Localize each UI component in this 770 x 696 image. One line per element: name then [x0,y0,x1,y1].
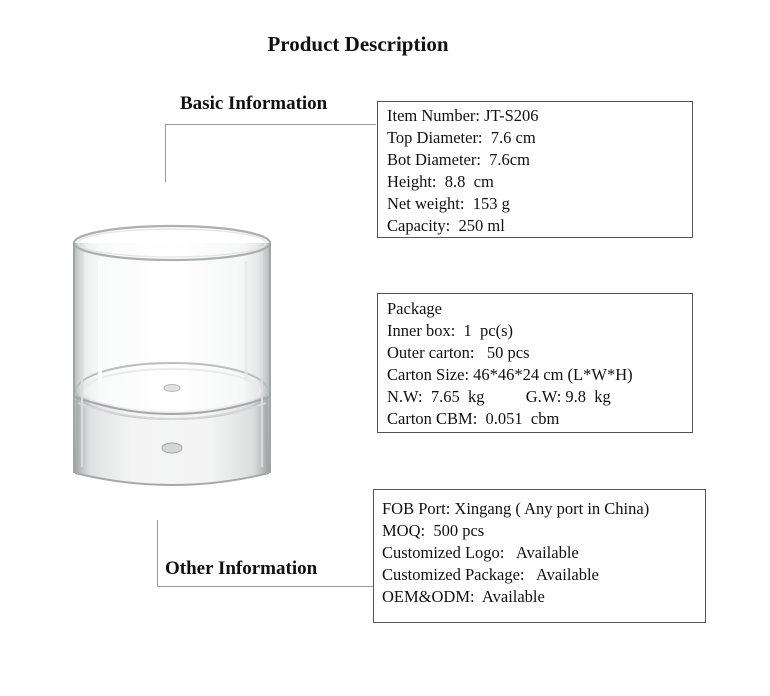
customized-logo-text: Customized Logo: Available [382,543,579,562]
capacity-text: Capacity: 250 ml [387,216,505,235]
carton-cbm-text: Carton CBM: 0.051 cbm [387,409,560,428]
basic-info-box [377,101,693,238]
height-text: Height: 8.8 cm [387,172,494,191]
other-info-connector-vertical [157,520,158,586]
fob-port-text: FOB Port: Xingang ( Any port in China) [382,499,650,518]
page-title: Product Description [267,32,449,56]
top-diameter-text: Top Diameter: 7.6 cm [387,128,536,147]
package-box [377,293,693,433]
glass-tumbler-icon [60,205,285,500]
item-number-text: Item Number: JT-S206 [387,106,539,125]
weight-text: N.W: 7.65 kg G.W: 9.8 kg [387,387,611,406]
basic-info-label: Basic Information [180,93,328,114]
customized-package-text: Customized Package: Available [382,565,599,584]
carton-size-text: Carton Size: 46*46*24 cm (L*W*H) [387,365,633,384]
inner-box-text: Inner box: 1 pc(s) [387,321,514,340]
other-info-box [373,489,706,623]
basic-info-connector-horizontal [165,124,376,125]
net-weight-text: Net weight: 153 g [387,194,510,213]
package-heading: Package [387,299,442,318]
bot-diameter-text: Bot Diameter: 7.6cm [387,150,530,169]
oem-odm-text: OEM&ODM: Available [382,587,545,606]
outer-carton-text: Outer carton: 50 pcs [387,343,530,362]
moq-text: MOQ: 500 pcs [382,521,485,540]
basic-info-connector-vertical [165,124,166,182]
other-info-connector-horizontal [157,586,374,587]
other-info-label: Other Information [165,558,318,579]
